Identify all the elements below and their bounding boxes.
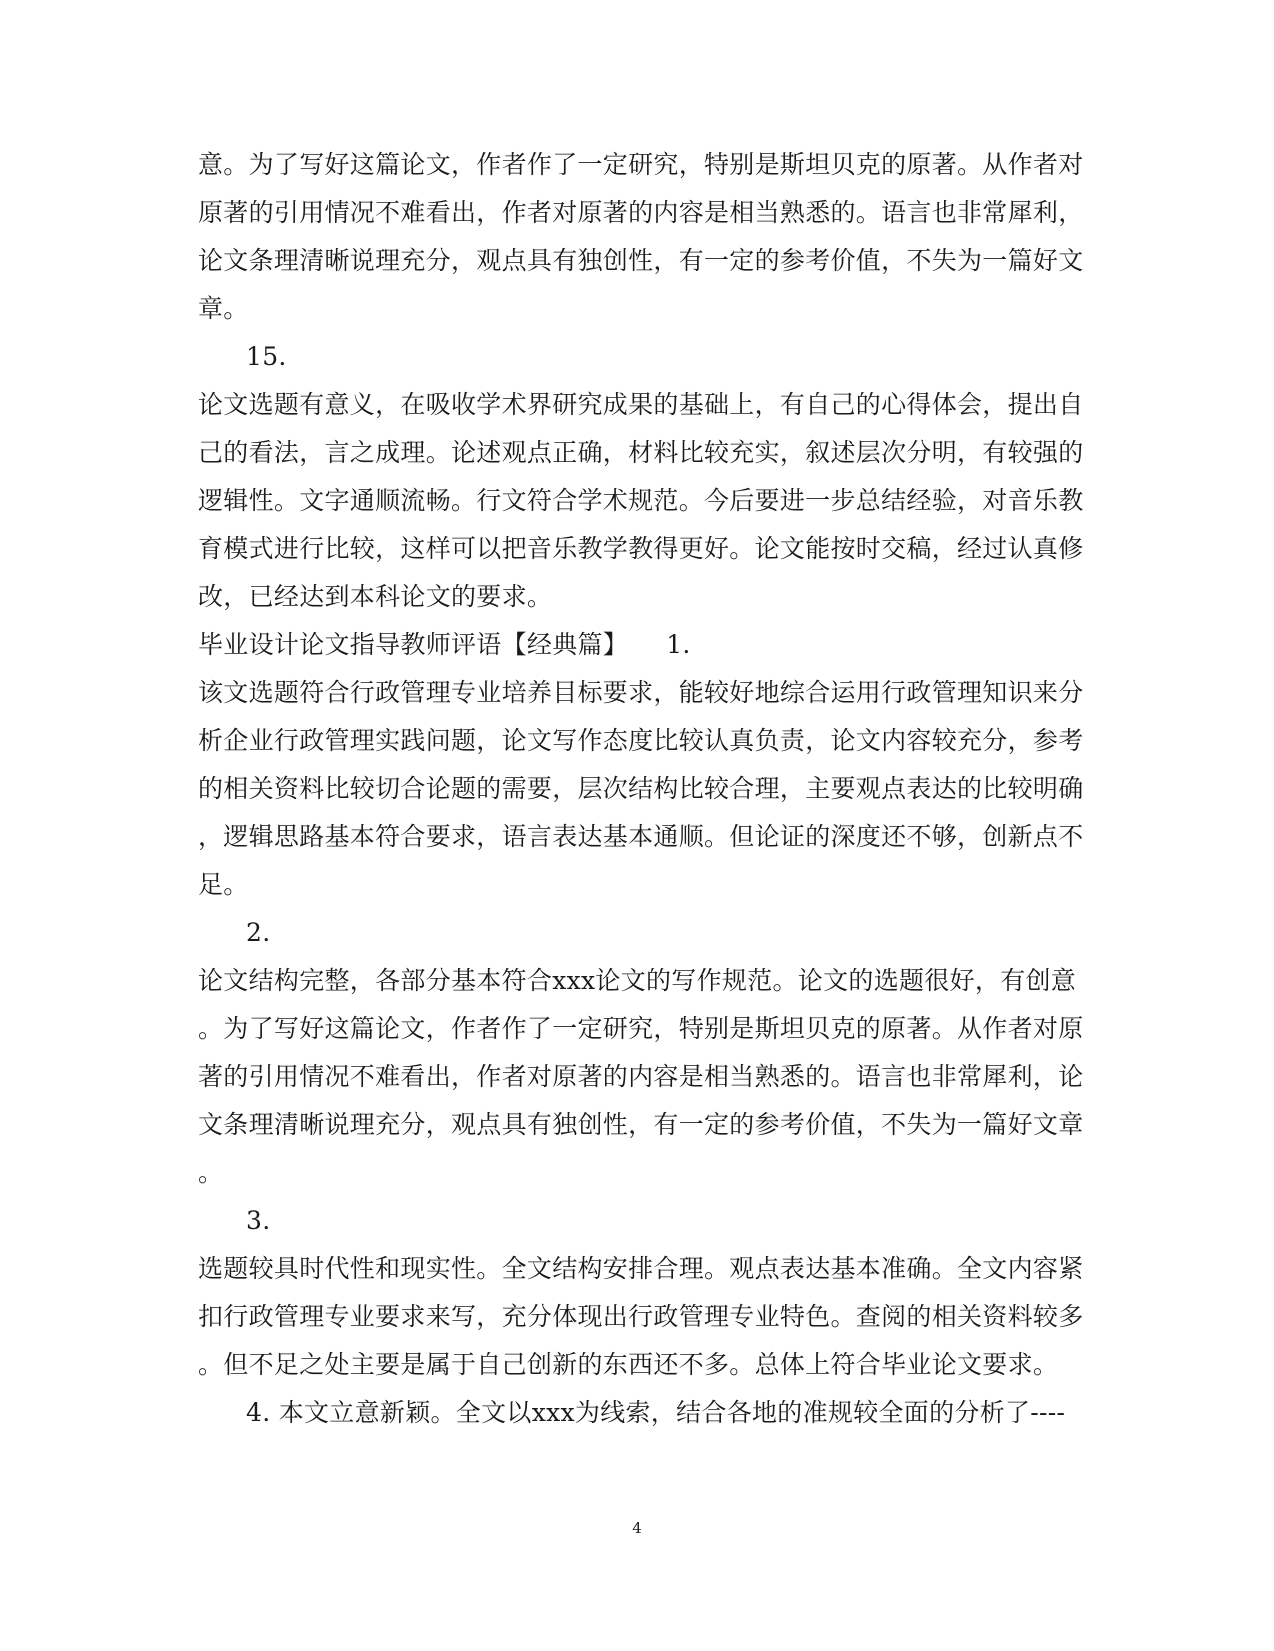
text-line: 。为了写好这篇论文，作者作了一定研究，特别是斯坦贝克的原著。从作者对原 xyxy=(198,1014,1084,1043)
text-line: 扣行政管理专业要求来写，充分体现出行政管理专业特色。查阅的相关资料较多 xyxy=(198,1302,1084,1331)
text-line: 。 xyxy=(198,1158,224,1187)
text-line: 章。 xyxy=(198,294,249,323)
item-number: 3. xyxy=(246,1206,271,1235)
item-number: 15. xyxy=(246,342,287,371)
text-line: 文条理清晰说理充分，观点具有独创性，有一定的参考价值，不失为一篇好文章 xyxy=(198,1110,1084,1139)
text-line: 的相关资料比较切合论题的需要，层次结构比较合理，主要观点表达的比较明确 xyxy=(198,774,1084,803)
text-line: 选题较具时代性和现实性。全文结构安排合理。观点表达基本准确。全文内容紧 xyxy=(198,1254,1084,1283)
text-line: 著的引用情况不难看出，作者对原著的内容是相当熟悉的。语言也非常犀利，论 xyxy=(198,1062,1084,1091)
page-number: 4 xyxy=(632,1519,642,1537)
text-line: 育模式进行比较，这样可以把音乐教学教得更好。论文能按时交稿，经过认真修 xyxy=(198,534,1084,563)
text-line: 意。为了写好这篇论文，作者作了一定研究，特别是斯坦贝克的原著。从作者对 xyxy=(198,150,1084,179)
section-heading: 毕业设计论文指导教师评语【经典篇】 1. xyxy=(198,630,691,659)
text-line: 论文结构完整，各部分基本符合xxx论文的写作规范。论文的选题很好，有创意 xyxy=(198,966,1077,995)
text-line: 论文条理清晰说理充分，观点具有独创性，有一定的参考价值，不失为一篇好文 xyxy=(198,246,1084,275)
text-line: ，逻辑思路基本符合要求，语言表达基本通顺。但论证的深度还不够，创新点不 xyxy=(198,822,1084,851)
text-line: 论文选题有意义，在吸收学术界研究成果的基础上，有自己的心得体会，提出自 xyxy=(198,390,1084,419)
item-number: 2. xyxy=(246,918,271,947)
text-line: 该文选题符合行政管理专业培养目标要求，能较好地综合运用行政管理知识来分 xyxy=(198,678,1084,707)
text-line: 原著的引用情况不难看出，作者对原著的内容是相当熟悉的。语言也非常犀利， xyxy=(198,198,1084,227)
text-line: 4. 本文立意新颖。全文以xxx为线索，结合各地的准规较全面的分析了---- xyxy=(246,1398,1066,1427)
text-line: 足。 xyxy=(198,870,249,899)
text-line: 逻辑性。文字通顺流畅。行文符合学术规范。今后要进一步总结经验，对音乐教 xyxy=(198,486,1084,515)
text-line: 改，已经达到本科论文的要求。 xyxy=(198,582,553,611)
text-line: 己的看法，言之成理。论述观点正确，材料比较充实，叙述层次分明，有较强的 xyxy=(198,438,1084,467)
text-line: 析企业行政管理实践问题，论文写作态度比较认真负责，论文内容较充分，参考 xyxy=(198,726,1084,755)
text-line: 。但不足之处主要是属于自己创新的东西还不多。总体上符合毕业论文要求。 xyxy=(198,1350,1059,1379)
